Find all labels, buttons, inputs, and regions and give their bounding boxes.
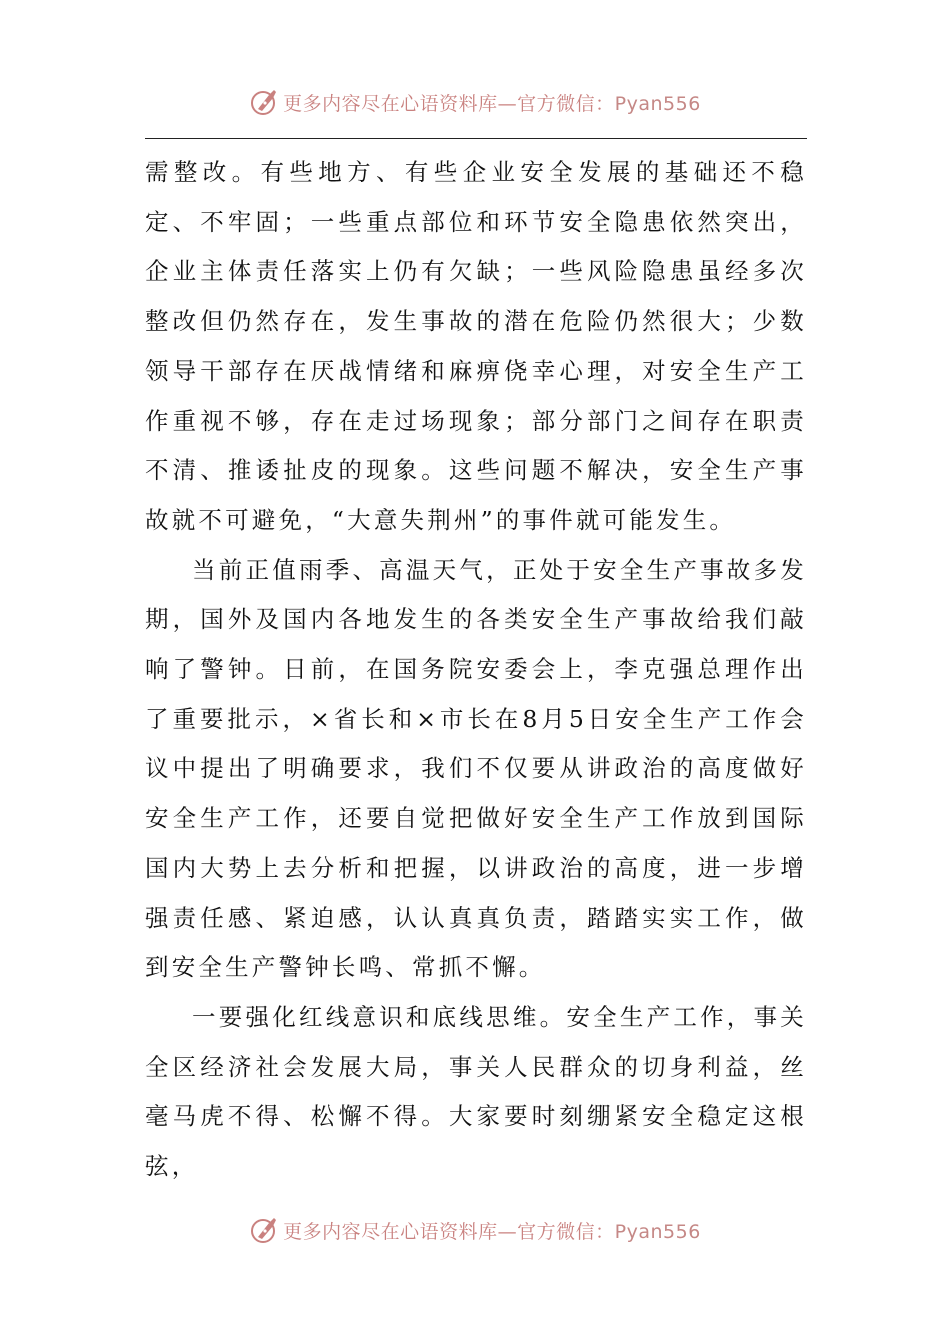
paragraph-3: 一要强化红线意识和底线思维。安全生产工作，事关全区经济社会发展大局，事关人民群众的切身利益，丝毫马虎不得、松懈不得。大家要时刻绷紧安全稳定这根弦， (145, 1002, 807, 1181)
paragraph-2: 当前正值雨季、高温天气，正处于安全生产事故多发期，国外及国内各地发生的各类安全生产事故给我们敲响了警钟。日前，在国务院安委会上，李克强总理作出了重要批示，×省长和×市长在8月5日安全生产工作会议中提出了明确要求，我们不仅要从讲政治的高度做好安全生产工作，还要自觉把做好安全生产工作放到国际国内大势上去分析和把握，以讲政治的高度，进一步增强责任感、紧迫感，认认真真负责，踏踏实实工作，做到安全生产警钟长鸣、常抓不懈。 (145, 555, 807, 982)
banner-text: 更多内容尽在心语资料库—官方微信：Pyan556 (283, 92, 701, 115)
header-divider (145, 138, 807, 139)
paragraph-1: 需整改。有些地方、有些企业安全发展的基础还不稳定、不牢固；一些重点部位和环节安全隐患依然突出，企业主体责任落实上仍有欠缺；一些风险隐患虽经多次整改但仍然存在，发生事故的潜在危险仍然很大；少数领导干部存在厌战情绪和麻痹侥幸心理，对安全生产工作重视不够，存在走过场现象；部分部门之间存在职责不清、推诿扯皮的现象。这些问题不解决，安全生产事故就不可避免，“大意失荆州”的事件就可能发生。 (145, 158, 807, 534)
pen-nib-logo-icon (249, 1215, 279, 1245)
header-banner (0, 82, 950, 122)
wechat-handle: Pyan556 (614, 1220, 701, 1243)
footer-banner (0, 1210, 950, 1250)
pen-nib-logo-icon (249, 87, 279, 117)
document-body (145, 148, 807, 1192)
banner-text: 更多内容尽在心语资料库—官方微信：Pyan556 (283, 1220, 701, 1243)
wechat-handle: Pyan556 (614, 92, 701, 115)
